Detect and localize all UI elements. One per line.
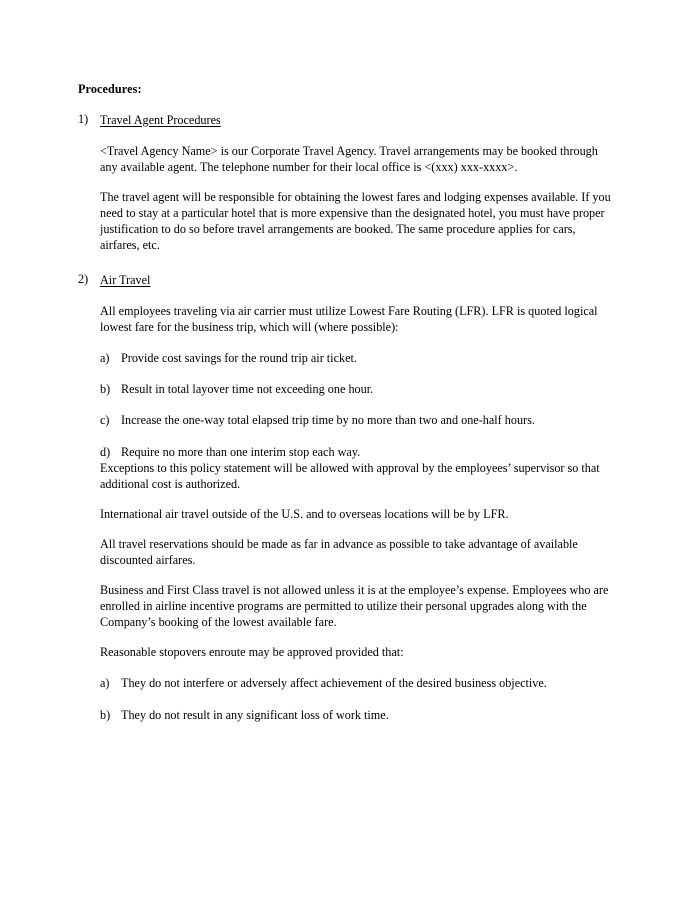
page-title: Procedures: [78,82,142,96]
list-item [100,707,621,723]
list-item-text: Result in total layover time not exceeding one hour. [121,382,374,397]
list-marker: a) [100,351,110,366]
list-marker: d) [100,444,111,459]
section-divider-space [78,253,621,271]
list-marker: b) [100,707,111,722]
paragraph: All employees traveling via air carrier must utilize Lowest Fare Routing (LFR). LFR is quoted logical lowest fare for the business trip, which will (where possible): [100,304,598,335]
list-item-text: They do not result in any significant loss of work time. [121,707,389,722]
list-item-text: Require no more than one interim stop each way. [121,444,361,459]
paragraph: Business and First Class travel is not allowed unless it is at the employee’s expense. Employees who are enrolled in airline incentive programs are permitted to utilize their personal upgrades along with the Company’s booking of the lowest available fare. [100,583,609,630]
section-travel-agent-procedures [78,111,621,254]
section-marker: 2) [78,272,89,287]
paragraph: <Travel Agency Name> is our Corporate Travel Agency. Travel arrangements may be booked through any available agent. The telephone number for their local office is <(xxx) xxx-xxxx>. [100,143,598,174]
list-marker: b) [100,382,111,397]
paragraph: All travel reservations should be made as far in advance as possible to take advantage of available discounted airfares. [100,536,578,567]
list-item [100,675,621,691]
list-item [100,412,621,428]
list-item-text: They do not interfere or adversely affect achievement of the desired business objective. [121,676,547,691]
list-item-text: Increase the one-way total elapsed trip time by no more than two and one-half hours. [121,413,535,428]
list-item [100,444,621,460]
list-marker: a) [100,676,110,691]
section-body [100,143,621,254]
list-item-text: Provide cost savings for the round trip air ticket. [121,351,357,366]
section-heading: Air Travel [100,273,151,288]
section-air-travel [78,271,621,723]
section-body [100,303,621,723]
list-marker: c) [100,413,110,428]
paragraph: The travel agent will be responsible for obtaining the lowest fares and lodging expenses available. If you need to stay at a particular hotel that is more expensive than the designated hotel, you must have proper justification to do so before travel arrangements are booked. The same procedure applies for cars, airfares, etc. [100,189,611,252]
list-item [100,350,621,366]
section-heading: Travel Agent Procedures [100,112,221,127]
section-marker: 1) [78,111,89,126]
lettered-list-lfr-criteria [100,350,621,459]
paragraph: Reasonable stopovers enroute may be approved provided that: [100,645,404,660]
list-item [100,381,621,397]
lettered-list-stopover-conditions [100,675,621,722]
paragraph: International air travel outside of the U.S. and to overseas locations will be by LFR. [100,506,509,521]
paragraph: Exceptions to this policy statement will be allowed with approval by the employees’ supervisor so that additional cost is authorized. [100,460,600,491]
